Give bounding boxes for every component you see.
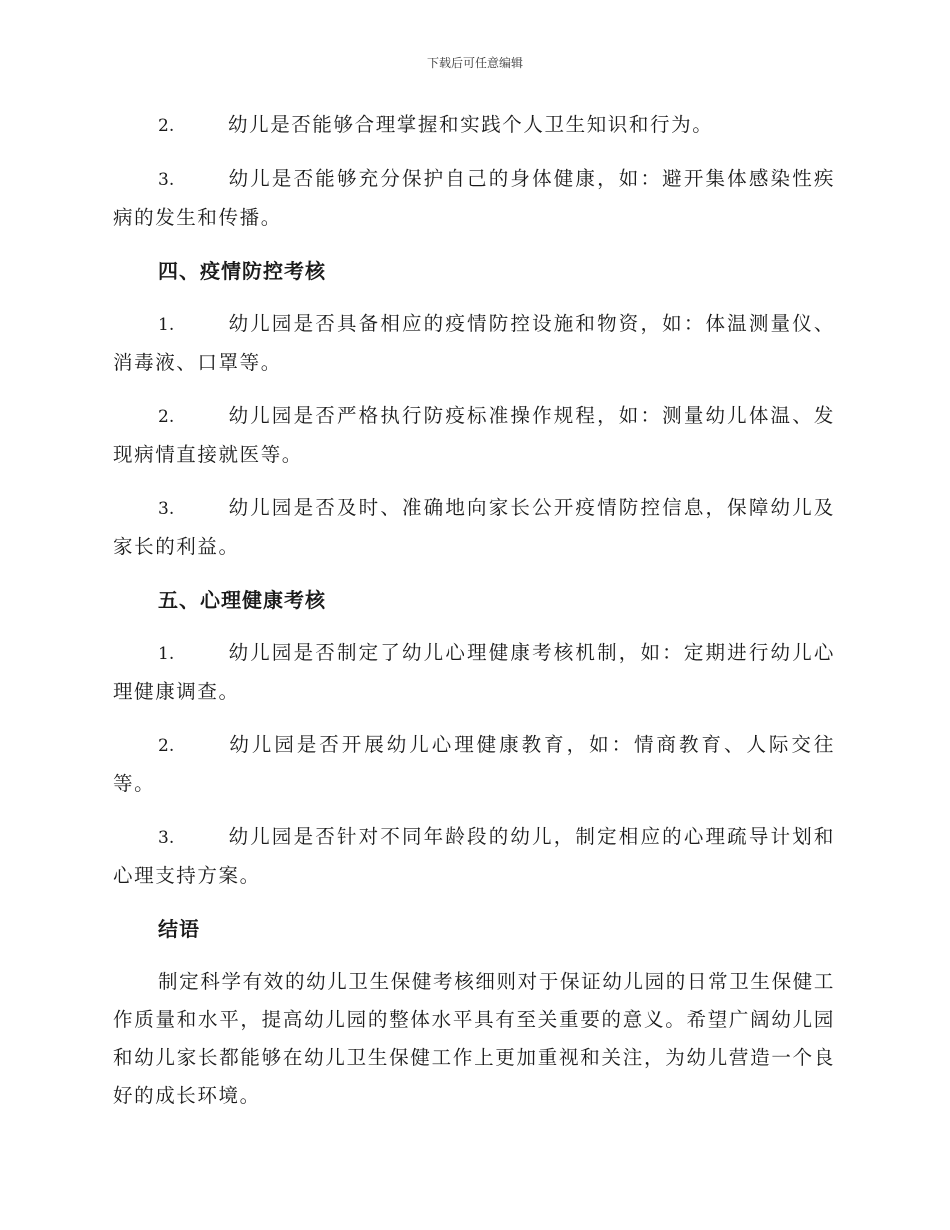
list-item [113, 489, 835, 566]
item-number: 1. [158, 315, 175, 335]
list-item [113, 160, 835, 237]
section-heading-epidemic: 四、疫情防控考核 [158, 259, 326, 283]
item-number: 2. [158, 736, 175, 756]
item-number: 2. [158, 407, 175, 427]
item-text: 幼儿园是否开展幼儿心理健康教育，如：情商教育、人际交往等。 [113, 733, 835, 795]
conclusion-paragraph: 制定科学有效的幼儿卫生保健考核细则对于保证幼儿园的日常卫生保健工作质量和水平，提高幼儿园的整体水平具有至关重要的意义。希望广阔幼儿园和幼儿家长都能够在幼儿卫生保健工作上更加重视和关注，为幼儿营造一个良好的成长环境。 [113, 970, 835, 1107]
section-heading-mental-health: 五、心理健康考核 [158, 588, 326, 612]
item-text: 幼儿是否能够合理掌握和实践个人卫生知识和行为。 [228, 113, 714, 136]
item-number: 3. [158, 828, 175, 848]
item-text: 幼儿园是否具备相应的疫情防控设施和物资，如：体温测量仪、消毒液、口罩等。 [113, 312, 835, 374]
list-item [113, 305, 835, 382]
item-number: 3. [158, 170, 175, 190]
item-text: 幼儿园是否及时、准确地向家长公开疫情防控信息，保障幼儿及家长的利益。 [113, 496, 835, 558]
list-item [113, 726, 835, 803]
item-number: 1. [158, 644, 175, 664]
item-text: 幼儿是否能够充分保护自己的身体健康，如：避开集体感染性疾病的发生和传播。 [113, 167, 835, 229]
item-number: 2. [158, 116, 175, 136]
list-item [113, 106, 835, 145]
list-item [113, 818, 835, 895]
list-item [113, 397, 835, 474]
item-text: 幼儿园是否针对不同年龄段的幼儿，制定相应的心理疏导计划和心理支持方案。 [113, 825, 835, 887]
item-text: 幼儿园是否严格执行防疫标准操作规程，如：测量幼儿体温、发现病情直接就医等。 [113, 404, 835, 466]
section-heading-conclusion: 结语 [158, 917, 200, 941]
page-header: 下载后可任意编辑 [426, 56, 523, 70]
document-body [113, 106, 835, 1130]
list-item [113, 634, 835, 711]
item-text: 幼儿园是否制定了幼儿心理健康考核机制，如：定期进行幼儿心理健康调查。 [113, 641, 835, 703]
item-number: 3. [158, 499, 175, 519]
